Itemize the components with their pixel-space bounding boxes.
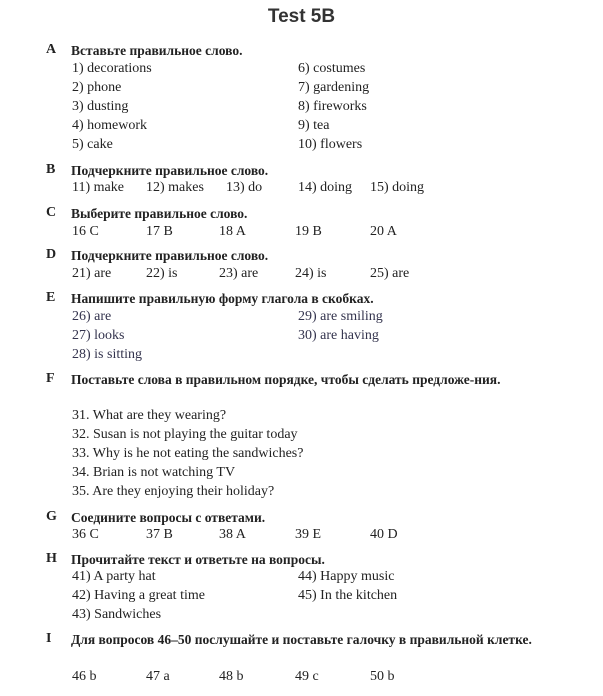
- section-c-answer: 19 B: [295, 224, 322, 239]
- section-c-answer: 17 B: [146, 224, 173, 239]
- section-a-answer: 5) cake: [72, 137, 113, 152]
- section-i-answer: 50 b: [370, 669, 395, 684]
- section-a-answer: 2) phone: [72, 80, 122, 95]
- section-d-letter: D: [46, 247, 57, 262]
- section-e-answer: 27) looks: [72, 328, 125, 343]
- section-c-answer: 16 C: [72, 224, 99, 239]
- section-g-answer: 38 A: [219, 527, 246, 542]
- section-a-answer: 6) costumes: [298, 61, 366, 76]
- section-a-answer: 7) gardening: [298, 80, 370, 95]
- page-title: Test 5B: [267, 6, 336, 27]
- section-b-instruction: Подчеркните правильное слово.: [71, 163, 269, 178]
- section-a-answer: 4) homework: [72, 118, 148, 133]
- section-a-answer: 9) tea: [298, 118, 330, 133]
- section-b-letter: B: [46, 162, 56, 177]
- section-e-answer: 28) is sitting: [72, 347, 143, 362]
- section-i-answer: 47 a: [146, 669, 170, 684]
- section-h-answer: 45) In the kitchen: [298, 588, 398, 603]
- section-i-answer: 48 b: [219, 669, 244, 684]
- section-g-instruction: Соедините вопросы с ответами.: [71, 510, 266, 525]
- section-c-answer: 20 A: [370, 224, 397, 239]
- section-d-answer: 22) is: [146, 266, 178, 281]
- section-f-answer: 33. Why is he not eating the sandwiches?: [72, 446, 304, 461]
- section-h-answer: 44) Happy music: [298, 569, 395, 584]
- section-f-letter: F: [46, 371, 55, 386]
- section-b-answer: 13) do: [226, 180, 263, 195]
- section-f-answer: 32. Susan is not playing the guitar today: [72, 427, 298, 442]
- section-b-answer: 11) make: [72, 180, 124, 195]
- section-d-answer: 23) are: [219, 266, 259, 281]
- section-a-answer: 8) fireworks: [298, 99, 367, 114]
- section-c-answer: 18 A: [219, 224, 246, 239]
- section-a-letter: A: [46, 42, 57, 57]
- section-f-answer: 31. What are they wearing?: [72, 408, 227, 423]
- section-g-answer: 40 D: [370, 527, 398, 542]
- section-d-answer: 21) are: [72, 266, 112, 281]
- section-i-answer: 46 b: [72, 669, 97, 684]
- section-a-answer: 3) dusting: [72, 99, 129, 114]
- section-g-answer: 36 C: [72, 527, 99, 542]
- section-a-answer: 1) decorations: [72, 61, 152, 76]
- section-i-letter: I: [46, 631, 52, 646]
- section-b-answer: 12) makes: [146, 180, 204, 195]
- section-i-instruction: Для вопросов 46–50 послушайте и поставьте галочку в правильной клетке.: [71, 632, 532, 647]
- section-f-answer: 34. Brian is not watching TV: [72, 465, 236, 480]
- section-g-answer: 37 B: [146, 527, 173, 542]
- section-d-answer: 24) is: [295, 266, 327, 281]
- section-e-instruction: Напишите правильную форму глагола в скобках.: [71, 291, 374, 306]
- section-e-answer: 26) are: [72, 309, 112, 324]
- section-b-answer: 15) doing: [370, 180, 425, 195]
- section-c-instruction: Выберите правильное слово.: [71, 206, 248, 221]
- section-d-answer: 25) are: [370, 266, 410, 281]
- section-a-answer: 10) flowers: [298, 137, 363, 152]
- section-h-instruction: Прочитайте текст и ответьте на вопросы.: [71, 552, 325, 567]
- section-b-answer: 14) doing: [298, 180, 353, 195]
- section-h-answer: 43) Sandwiches: [72, 607, 162, 622]
- section-h-answer: 41) A party hat: [72, 569, 156, 584]
- section-g-answer: 39 E: [295, 527, 322, 542]
- section-e-answer: 30) are having: [298, 328, 379, 343]
- section-i-answer: 49 c: [295, 669, 319, 684]
- section-f-answer: 35. Are they enjoying their holiday?: [72, 484, 275, 499]
- section-h-answer: 42) Having a great time: [72, 588, 205, 603]
- section-c-letter: C: [46, 205, 57, 220]
- section-d-instruction: Подчеркните правильное слово.: [71, 248, 269, 263]
- section-e-answer: 29) are smiling: [298, 309, 383, 324]
- section-a-instruction: Вставьте правильное слово.: [71, 43, 243, 58]
- section-h-letter: H: [46, 551, 57, 566]
- section-g-letter: G: [46, 509, 57, 524]
- section-e-letter: E: [46, 290, 56, 305]
- section-f-instruction: Поставьте слова в правильном порядке, чтобы сделать предложе-ния.: [71, 372, 501, 387]
